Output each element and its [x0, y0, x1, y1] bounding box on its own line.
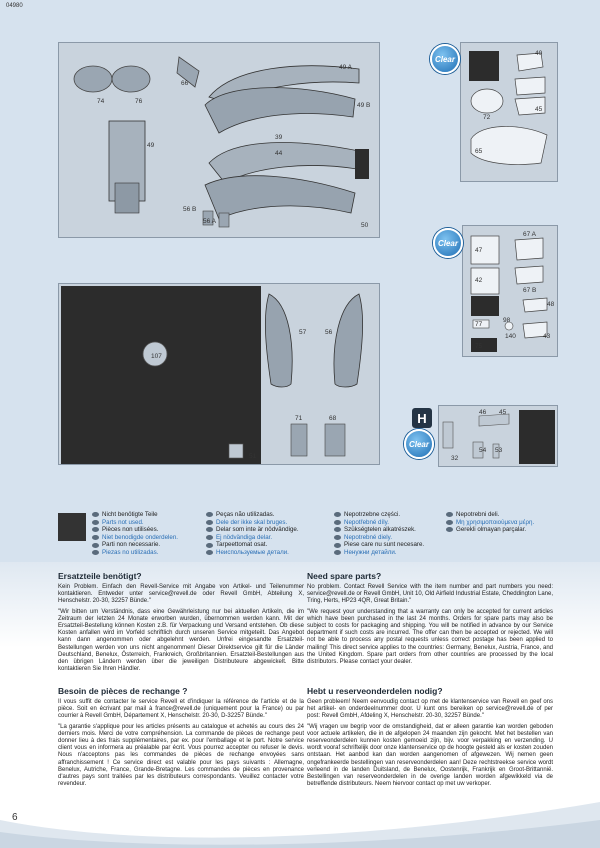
part-label: 49 A	[339, 64, 353, 71]
part-label: 65	[475, 148, 483, 155]
sprue-fuselage-drawing	[59, 43, 381, 239]
part-label: 74	[97, 98, 105, 105]
flag-icon	[446, 512, 453, 517]
flag-icon	[92, 543, 99, 548]
flag-icon	[334, 550, 341, 555]
sprue-frame-clear-2	[462, 225, 558, 357]
part-label: 44	[275, 150, 283, 157]
flag-icon	[92, 550, 99, 555]
flag-icon	[92, 535, 99, 540]
part-label: 140	[505, 333, 516, 340]
part-label: 66	[181, 80, 189, 87]
part-label: 56	[325, 329, 333, 336]
section-title-fr: Besoin de pièces de rechange ?	[58, 686, 188, 696]
part-label: 45	[499, 409, 507, 416]
section-body-de: Kein Problem. Einfach den Revell-Service mit Angabe von Artikel- und Teilenummer kontaktieren. Entweder unter service@revell.de oder Revell GmbH, Abteilung X, Henschelstr. 20-30, 32257 Bünde." "Wir bitten um Verständnis, dass eine Gewährleistung nur bei aktuellen Artikeln, die im Zeitraum der letzten 24 Monate erworben wurden, übernommen werden kann. Mit der Ersatzteil-Bestellung können Kosten z.B. für Verpackung und Versand entstehen. Ob diese Kosten anfallen wird im Vorfeld schriftlich durch unseren Service mitgeteilt. Das Angebot kann dann angenommen oder abgelehnt werden. Unfrei eingesandte Ersatzteil-Bestellungen werden von uns nicht angenommen! Dieser Direktservice gilt für die Länder Deutschland, Benelux, Österreich, Frankreich, Großbritannien. Ersatzteil-Bestellungen aus den übrigen Ländern werden über die jeweiligen Distributeure abgewickelt. Bitte kontaktieren Sie Ihren Händler.	[58, 584, 304, 673]
part-label: 67 B	[523, 287, 537, 294]
flag-icon	[206, 543, 213, 548]
part-label: 39	[275, 134, 283, 141]
clear-parts-badge: Clear	[430, 44, 460, 74]
clear-parts-badge: Clear	[433, 228, 463, 258]
section-body-fr: Il vous suffit de contacter le service Revell et d'indiquer la référence de l'article et de la pièce. Soit en écrivant par mail à france@revell.de (uniquement pour la France) ou par courrier à Revell GmbH, Département X, Henschelstr. 20-30, D-32257 Bünde." "La garantie s'applique pour les articles présents au catalogue et achetés au cours des 24 derniers mois. Merci de votre compréhension. La commande de pièces de rechange peut donner lieu à des frais supplémentaires, par ex. pour l'emballage et le port. Notre service client vous en informera au préalable par écrit. Vous pourrez accepter ou refuser le devis. Nous n'acceptons pas les commandes de pièces de rechange envoyées sans affranchissement ! Ce service direct est valable pour les pays suivants : Allemagne, Benelux, Autriche, France, Grande-Bretagne. Les commandes de pièces en provenance d'autres pays sont traitées par les distributeurs correspondants. Veuillez contacter votre revendeur.	[58, 699, 304, 788]
part-label: 47	[475, 247, 483, 254]
flag-icon	[206, 527, 213, 532]
part-label: 75	[475, 343, 483, 350]
sprue-black-drawing	[59, 284, 381, 466]
sprue-frame-h	[438, 405, 558, 467]
flag-icon	[334, 512, 341, 517]
legend-swatch	[58, 513, 86, 541]
flag-icon	[92, 520, 99, 525]
footer-swoosh	[0, 780, 600, 848]
flag-icon	[206, 520, 213, 525]
part-label: 50	[361, 222, 369, 229]
sprue-clear-1-drawing	[461, 43, 559, 183]
part-label: 71	[295, 415, 303, 422]
legend-column-1: Nicht benötigte Teile Parts not used. Pièces non utilisées. Niet benodigde onderdelen. Parti non necessarie. Piezas no utilizadas.	[92, 511, 178, 557]
sprue-frame-clear-1	[460, 42, 558, 182]
section-title-en: Need spare parts?	[307, 571, 382, 581]
part-label: 77	[475, 321, 483, 328]
part-label: 68	[329, 415, 337, 422]
sprue-clear-2-drawing	[463, 226, 559, 358]
section-title-nl: Hebt u reserveonderdelen nodig?	[307, 686, 443, 696]
sprue-h-drawing	[439, 406, 559, 468]
flag-icon	[334, 520, 341, 525]
flag-icon	[334, 543, 341, 548]
part-label: 67 A	[523, 231, 537, 238]
part-label: 107	[151, 353, 162, 360]
flag-icon	[334, 535, 341, 540]
clear-parts-badge: Clear	[404, 429, 434, 459]
flag-icon	[446, 520, 453, 525]
flag-icon	[92, 527, 99, 532]
part-label: 42	[475, 277, 483, 284]
part-label: 57	[299, 329, 307, 336]
part-label: 49	[147, 142, 155, 149]
sprue-h-badge: H	[412, 408, 432, 428]
part-label: 56 B	[183, 206, 197, 213]
sprue-frame-black	[58, 283, 380, 465]
part-label: 43	[543, 333, 551, 340]
part-label: 53	[495, 447, 503, 454]
legend-column-3: Nepotrzebne części. Nepotřebné díly. Szükségtelen alkatrészek. Nepotrebné diely. Piese care nu sunt necesare. Ненужни детайли.	[334, 511, 424, 557]
page-number: 6	[12, 812, 18, 823]
section-body-nl: Geen probleem! Neem eenvoudig contact op met de klantenservice van Revell en geef ons het artikel- en onderdeelnummer door. U kunt ons bereiken op service@revell.de of per post: Revell GmbH, Afdeling X, Henschelstr. 20-30, 32257 Bünde." "Wij vragen uw begrip voor de omstandigheid, dat er alleen garantie kan worden geboden voor actuele artikelen, die in de afgelopen 24 maanden zijn gekocht. Met het bestellen van reserveonderdelen kunnen kosten gemoeid zijn, bijv. voor verpakking en verzending. U wordt vooraf schriftelijk door onze klantenservice op de hoogte gesteld als er kosten zouden ontstaan. Het aanbod kan dan worden aangenomen of afgewezen. Wij nemen geen ongefrankeerde bestellingen van reserveonderdelen aan! Deze rechtstreekse service wordt verleend in de landen Duitsland, de Benelux, Oostenrijk, Frankrijk en Groot-Brittannië. Bestellingen van reserveonderdelen in de overige landen worden afgewikkeld via de betreffende distributeurs. Neem hiervoor contact op met uw verkoper.	[307, 699, 553, 788]
part-label: 45	[535, 106, 543, 113]
part-label: 32	[451, 455, 459, 462]
flag-icon	[92, 512, 99, 517]
legend-column-4: Nepotrebni deli. Μη χρησιμοποιούμενα μέρη. Gerekli olmayan parçalar.	[446, 511, 534, 534]
flag-icon	[334, 527, 341, 532]
part-label: 51	[249, 453, 257, 460]
part-label: 48	[547, 301, 555, 308]
part-label: 46	[479, 409, 487, 416]
flag-icon	[206, 550, 213, 555]
flag-icon	[206, 535, 213, 540]
part-label: 72	[483, 114, 491, 121]
sprue-frame-fuselage	[58, 42, 380, 238]
legend-column-2: Peças não utilizadas. Dele der ikke skal bruges. Delar som inte är nödvändige. Ej nödvändiga delar. Tarpeettomat osat. Неиспользуемые детали.	[206, 511, 299, 557]
flag-icon	[206, 512, 213, 517]
part-label: 98	[503, 317, 511, 324]
section-title-de: Ersatzteile benötigt?	[58, 571, 142, 581]
article-code: 04980	[6, 3, 23, 9]
part-label: 49 B	[357, 102, 371, 109]
flag-icon	[446, 527, 453, 532]
part-label: 54	[479, 447, 487, 454]
part-label: 40	[535, 50, 543, 57]
section-body-en: No problem. Contact Revell Service with the item number and part numbers you need: service@revell.de or Revell GmbH, Unit 10, Old Airfield Industrial Estate, Cheddington Lane, Tring, Herts, HP23 4QR, Great Britain." "We request your understanding that a warranty can only be accepted for current articles which have been purchased in the last 24 months. Orders for spare parts may also be subject to costs for packaging and shipping. You will be notified in advance by our Service department if such costs are incurred. The offer can then be accepted or rejected. We will not be able to process any postal requests unless correct postage has been applied to mailing! This direct service applies to the countries: Germany, Benelux, Austria, France, and the United Kingdom. Spare part orders from other countries are processed by the local distributors. Please contact your dealer.	[307, 584, 553, 666]
part-label: 56 A	[203, 218, 217, 225]
part-label: 76	[135, 98, 143, 105]
